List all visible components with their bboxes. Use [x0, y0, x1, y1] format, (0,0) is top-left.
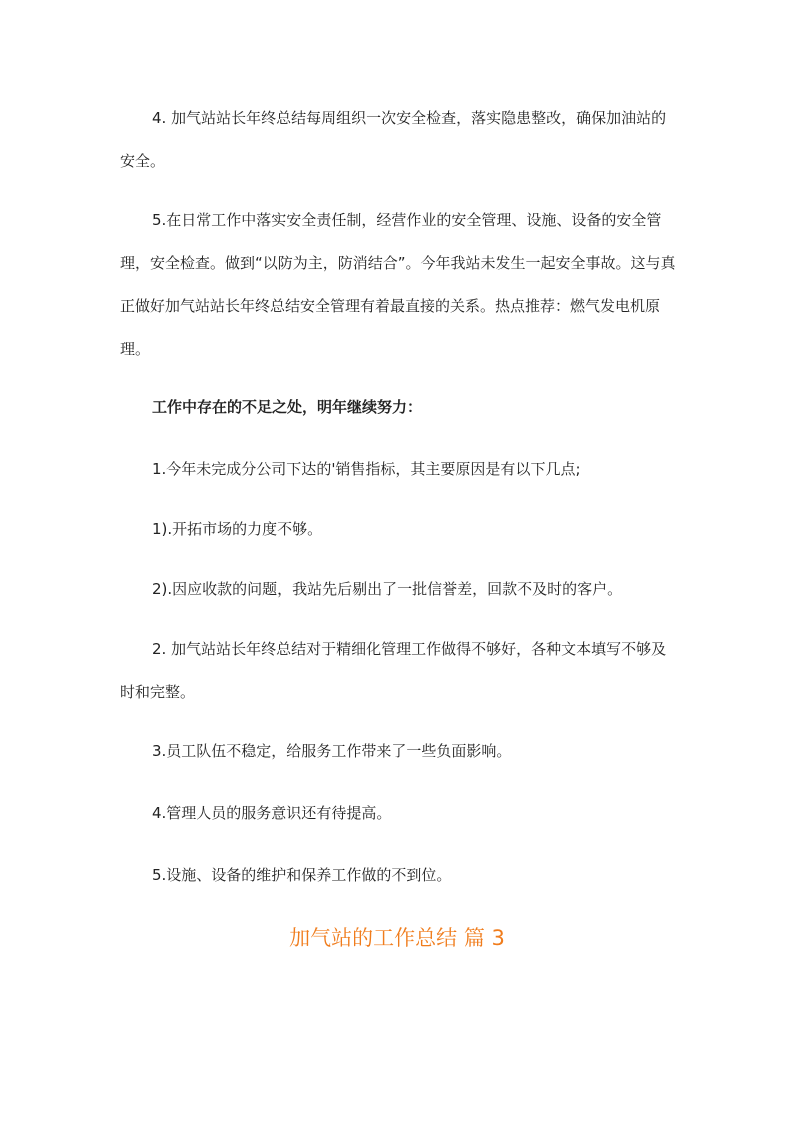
paragraph-weekly-safety-check: 4. 加气站站长年终总结每周组织一次安全检查，落实隐患整改，确保加油站的安全。	[120, 109, 667, 170]
paragraph-service-awareness: 4.管理人员的服务意识还有待提高。	[152, 804, 392, 822]
section-heading: 加气站的工作总结 篇 3	[289, 926, 505, 950]
paragraph-receivables: 2).因应收款的问题，我站先后剔出了一批信誉差，回款不及时的客户。	[152, 580, 623, 598]
paragraph-maintenance: 5.设施、设备的维护和保养工作做的不到位。	[152, 866, 452, 884]
paragraph-market-expansion: 1).开拓市场的力度不够。	[152, 520, 323, 538]
paragraph-sales-target: 1.今年未完成分公司下达的'销售指标，其主要原因是有以下几点;	[152, 460, 581, 478]
paragraph-shortcomings-heading: 工作中存在的不足之处，明年继续努力：	[152, 398, 423, 416]
paragraph-safety-responsibility: 5.在日常工作中落实安全责任制，经营作业的安全管理、设施、设备的安全管理，安全检查。做到“以防为主，防消结合”。今年我站未发生一起安全事故。这与真正做好加气站站长年终总结安全管理有着最直接的关系。热点推荐：燃气发电机原理。	[120, 211, 676, 358]
paragraph-staff-stability: 3.员工队伍不稳定，给服务工作带来了一些负面影响。	[152, 742, 512, 760]
paragraph-refined-management: 2. 加气站站长年终总结对于精细化管理工作做得不够好，各种文本填写不够及时和完整。	[120, 640, 667, 701]
